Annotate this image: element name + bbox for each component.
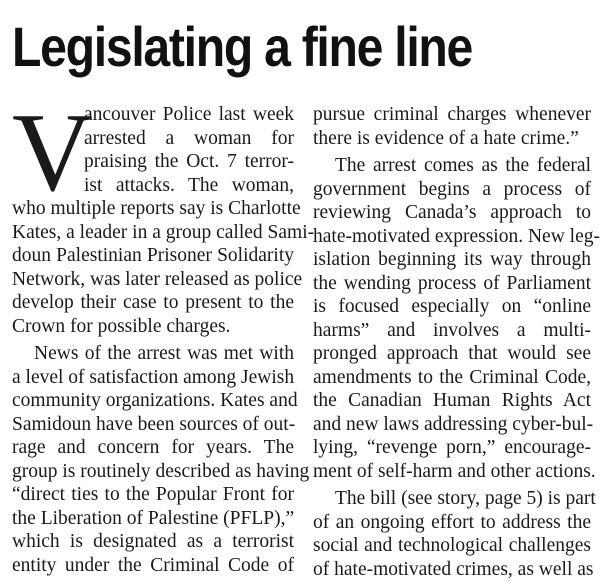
article-text-line: a level of satisfaction among Jewish [12,366,294,390]
article-text-line: harms” and involves a multi- [313,319,591,343]
article-text-line: the Canadian Human Rights Act [313,389,591,413]
article-text-line: there is evidence of a hate crime.” [313,127,591,151]
article-text-line: ancouver Police last week [12,103,294,127]
right-column-lines [313,103,591,581]
article-text-line: who multiple reports say is Charlotte [12,197,294,221]
article-text-line: lying, “revenge porn,” encourage- [313,436,591,460]
article-text-line: the wending process of Parliament [313,272,591,296]
article-text-line: group is routinely described as having [12,460,294,484]
article-text-line: rage and concern for years. The [12,436,294,460]
article-text-line: hate-motivated expression. New leg- [313,225,591,249]
article-text-line: community organizations. Kates and [12,389,294,413]
article-text-line: News of the arrest was met with [12,342,294,366]
article-text-line: ist attacks. The woman, [12,174,294,198]
article-text-line: entity under the Criminal Code of [12,554,294,578]
article-column-right [313,103,591,581]
article-text-line: pursue criminal charges whenever [313,103,591,127]
article-text-line: “direct ties to the Popular Front for [12,483,294,507]
article-text-line: develop their case to present to the [12,291,294,315]
article-text-line: The bill (see story, page 5) is part [313,487,591,511]
article-text-line: the Liberation of Palestine (PFLP),” [12,507,294,531]
article-column-left [12,103,294,577]
article-headline: Legislating a fine line [12,14,472,80]
article-text-line: of hate-motivated crimes, as well as [313,558,591,581]
article-text-line: ment of self-harm and other actions. [313,460,591,484]
drop-cap: V [12,103,93,203]
article-text-line: Samidoun have been sources of out- [12,413,294,437]
article-text-line: praising the Oct. 7 terror- [12,150,294,174]
article-text-line: which is designated as a terrorist [12,530,294,554]
article-text-line: and new laws addressing cyber-bul- [313,413,591,437]
article-text-line: pronged approach that would see [313,342,591,366]
article-text-line: doun Palestinian Prisoner Solidarity [12,244,294,268]
article-text-line: Crown for possible charges. [12,315,294,339]
article-text-line: Network, was later released as police [12,268,294,292]
article-text-line: amendments to the Criminal Code, [313,366,591,390]
article-text-line: is focused especially on “online [313,295,591,319]
article-text-line: The arrest comes as the federal [313,154,591,178]
article-text-line: islation beginning its way through [313,248,591,272]
article-text-line: social and technological challenges [313,534,591,558]
article-text-line: government begins a process of [313,178,591,202]
article-text-line: of an ongoing effort to address the [313,511,591,535]
article-text-line: reviewing Canada’s approach to [313,201,591,225]
article-text-line: Kates, a leader in a group called Sami- [12,221,294,245]
article-text-line: arrested a woman for [12,127,294,151]
